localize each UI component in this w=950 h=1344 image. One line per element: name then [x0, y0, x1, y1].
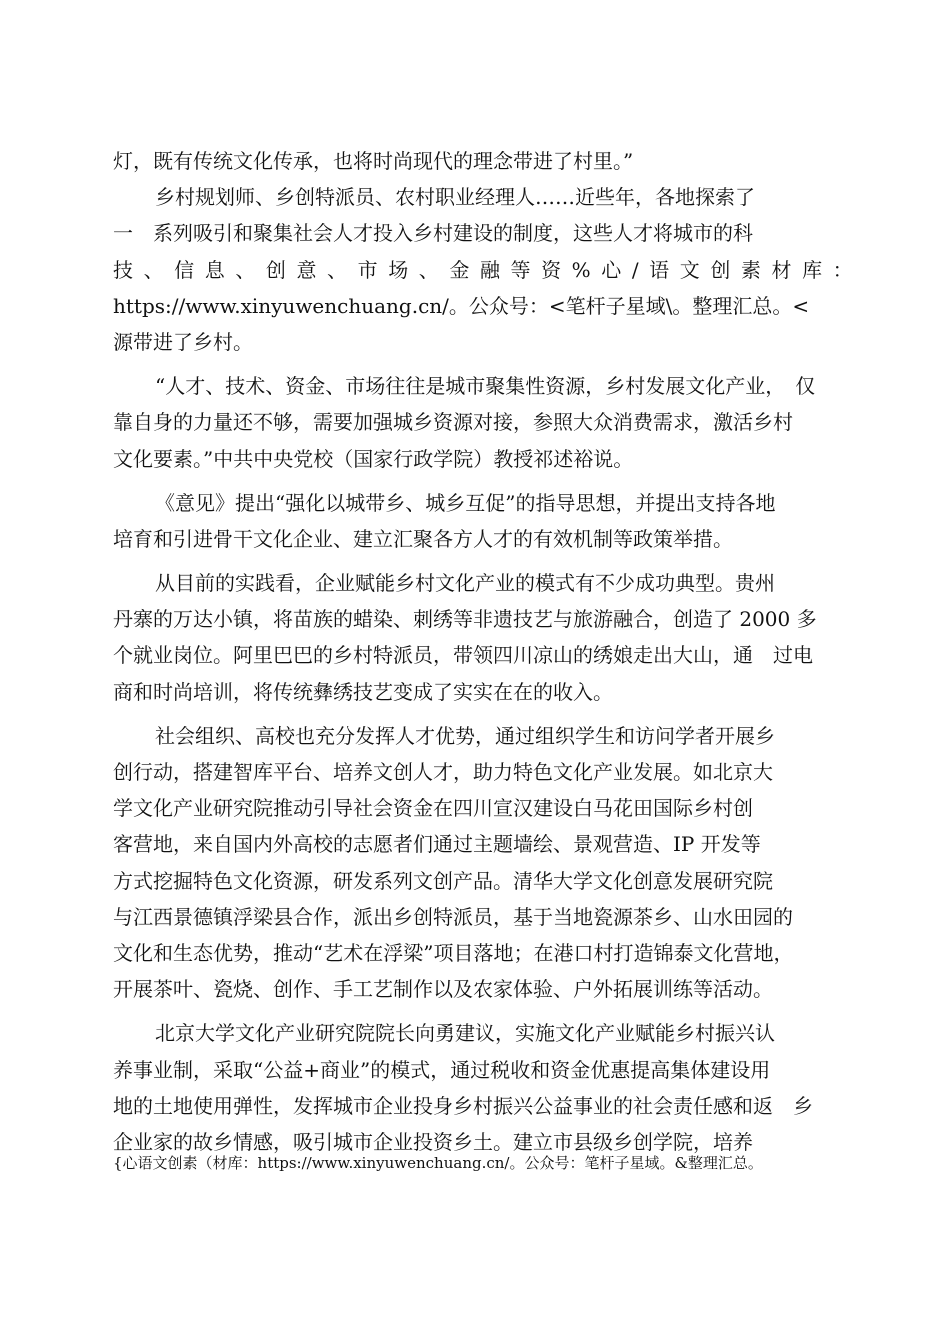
text-line-14: 个就业岗位。阿里巴巴的乡村特派员，带领四川凉山的绣娘走出大山，通 过电 [113, 643, 813, 668]
text-line-11: 培育和引进骨干文化企业、建立汇聚各方人才的有效机制等政策举措。 [113, 526, 733, 551]
article-body [113, 143, 853, 1160]
spread-char: 、 [327, 257, 348, 282]
text-line-21: 与江西景德镇浮梁县合作，派出乡创特派员，基于当地瓷源茶乡、山水田园的 [113, 904, 793, 929]
text-line-24: 北京大学文化产业研究院院长向勇建议，实施文化产业赋能乡村振兴认 [155, 1021, 775, 1046]
spread-char: 语 [649, 257, 670, 282]
text-line-15: 商和时尚培训，将传统彝绣技艺变成了实实在在的收入。 [113, 679, 613, 704]
text-line-25: 养事业制，采取“公益+商业”的模式，通过税收和资金优惠提高集体建设用 [113, 1057, 771, 1082]
spread-char: 金 [449, 257, 470, 282]
spread-char: 材 [771, 257, 792, 282]
text-line-16: 社会组织、高校也充分发挥人才优势，通过组织学生和访问学者开展乡 [155, 723, 775, 748]
text-line-4-spread [113, 252, 853, 288]
spread-char: 文 [679, 257, 700, 282]
text-line-22: 文化和生态优势，推动“艺术在浮梁”项目落地；在港口村打造锦泰文化营地， [113, 940, 794, 965]
spread-char: 技 [113, 257, 133, 282]
text-line-6: 源带进了乡村。 [113, 329, 253, 354]
spread-char: 市 [357, 257, 378, 282]
text-line-1: 灯，既有传统文化传承，也将时尚现代的理念带进了村里。” [113, 149, 634, 173]
spread-char: 资 [541, 257, 562, 282]
spread-char: 素 [740, 257, 761, 282]
spread-char: 息 [204, 257, 225, 282]
text-line-13: 丹寨的万达小镇，将苗族的蜡染、刺绣等非遗技艺与旅游融合，创造了 2000 多 [113, 607, 817, 632]
spread-char: / [631, 257, 639, 282]
text-line-18: 学文化产业研究院推动引导社会资金在四川宣汉建设白马花田国际乡村创 [113, 796, 753, 821]
spread-char: 融 [479, 257, 500, 282]
text-line-23: 开展茶叶、瓷烧、创作、手工艺制作以及农家体验、户外拓展训练等活动。 [113, 977, 773, 1002]
footer-watermark-note: {心语文创素（材库：https://www.xinyuwenchuang.cn/。公众号：笔杆子星域。&整理汇总。 [113, 1154, 763, 1172]
text-line-20: 方式挖掘特色文化资源，研发系列文创产品。清华大学文化创意发展研究院 [113, 868, 773, 893]
text-line-27: 企业家的故乡情感，吸引城市企业投资乡土。建立市县级乡创学院，培养 [113, 1129, 753, 1154]
spread-char: 、 [235, 257, 256, 282]
spread-char: 场 [388, 257, 409, 282]
spread-char: % [571, 257, 591, 282]
text-line-3: 一 系列吸引和聚集社会人才投入乡村建设的制度，这些人才将城市的科 [113, 221, 753, 246]
spread-char: 信 [174, 257, 195, 282]
text-line-19: 客营地，来自国内外高校的志愿者们通过主题墙绘、景观营造、IP 开发等 [113, 832, 761, 857]
spread-char: 意 [296, 257, 317, 282]
text-line-2: 乡村规划师、乡创特派员、农村职业经理人……近些年，各地探索了 [155, 185, 755, 210]
spread-char: 心 [601, 257, 622, 282]
spread-char: 、 [418, 257, 439, 282]
text-line-17: 创行动，搭建智库平台、培养文创人才，助力特色文化产业发展。如北京大 [113, 760, 773, 784]
spread-char: 库 [802, 257, 823, 282]
spread-char: 等 [510, 257, 531, 282]
spread-char: 、 [143, 257, 164, 282]
spread-char: 创 [710, 257, 731, 282]
text-line-8: 靠自身的力量还不够，需要加强城乡资源对接，参照大众消费需求，激活乡村 [113, 410, 793, 435]
text-line-12: 从目前的实践看，企业赋能乡村文化产业的模式有不少成功典型。贵州 [155, 571, 775, 596]
spread-char: ： [832, 257, 853, 282]
text-line-10: 《意见》提出“强化以城带乡、城乡互促”的指导思想，并提出支持各地 [155, 490, 776, 515]
text-line-26: 地的土地使用弹性，发挥城市企业投身乡村振兴公益事业的社会责任感和返 乡 [113, 1093, 813, 1118]
text-line-9: 文化要素。”中共中央党校（国家行政学院）教授祁述裕说。 [113, 446, 634, 471]
text-line-5: https://www.xinyuwenchuang.cn/。公众号：<笔杆子星域\。整理汇总。< [113, 293, 810, 318]
spread-char: 创 [265, 257, 286, 282]
text-line-7: “人才、技术、资金、市场往往是城市聚集性资源，乡村发展文化产业， 仅 [155, 374, 816, 399]
